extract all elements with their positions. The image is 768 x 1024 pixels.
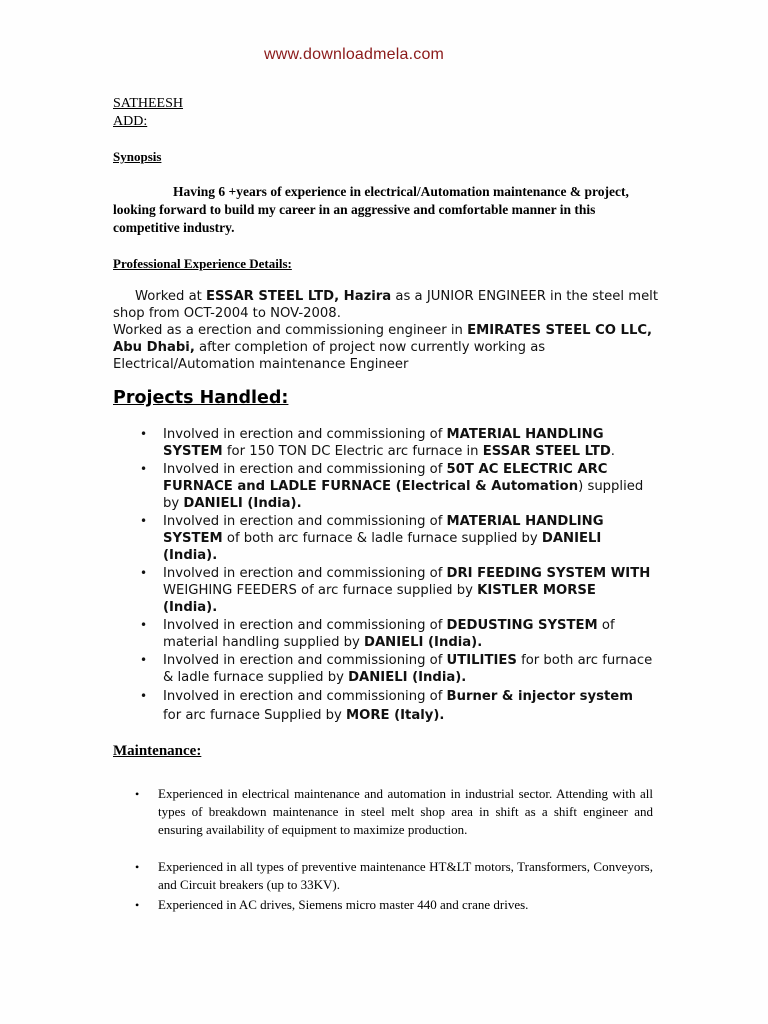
list-item xyxy=(113,426,653,460)
employer-emirates: EMIRATES STEEL CO LLC, Abu Dhabi, xyxy=(113,323,653,355)
text-bold: DANIELI (India). xyxy=(163,531,602,563)
text-run: for arc furnace Supplied by xyxy=(163,708,347,723)
professional-experience-heading: Professional Experience Details: xyxy=(113,256,292,271)
professional-experience-body xyxy=(113,288,673,373)
text-bold: DEDUSTING SYSTEM xyxy=(446,618,598,633)
text-run: as a JUNIOR ENGINEER in the steel melt shop from OCT-2004 to NOV-2008. xyxy=(113,289,659,321)
text-run: . xyxy=(610,444,615,459)
text-bold: DANIELI (India). xyxy=(348,670,467,685)
text-bold: MATERIAL HANDLING SYSTEM xyxy=(163,427,604,459)
synopsis-text: Having 6 +years of experience in electrical/Automation maintenance & project, looking forward to build my career in an aggressive and comfortable manner in this competitive industry. xyxy=(113,184,629,235)
text-run: Involved in erection and commissioning of xyxy=(163,689,447,704)
list-item xyxy=(113,896,653,914)
text-bold: DRI FEEDING SYSTEM WITH xyxy=(446,566,651,581)
list-item xyxy=(113,617,653,651)
text-bold: DANIELI (India). xyxy=(364,635,483,650)
list-item xyxy=(113,461,653,512)
employer-essar: ESSAR STEEL LTD, Hazira xyxy=(206,289,392,304)
bullet-icon: • xyxy=(135,860,140,874)
text-run: Involved in erection and commissioning of xyxy=(163,618,447,633)
text-run: Involved in erection and commissioning of xyxy=(163,514,447,529)
list-item xyxy=(113,785,653,839)
text-bold: UTILITIES xyxy=(446,653,517,668)
list-item xyxy=(113,513,653,564)
experience-paragraph-2 xyxy=(113,322,673,373)
list-item xyxy=(113,858,653,894)
bullet-icon: • xyxy=(140,566,148,580)
text-run: Worked at xyxy=(135,289,207,304)
text-run: Involved in erection and commissioning of xyxy=(163,427,447,442)
text-bold: ESSAR STEEL LTD xyxy=(482,444,611,459)
experience-paragraph-1 xyxy=(113,288,673,322)
text-bold: 50T AC ELECTRIC ARC FURNACE and LADLE FURNACE (Electrical & Automation xyxy=(163,462,608,494)
text-run: of both arc furnace & ladle furnace supplied by xyxy=(222,531,542,546)
address-label: ADD: xyxy=(113,114,148,129)
text-bold: Burner & injector system xyxy=(446,689,633,704)
text-run: for 150 TON DC Electric arc furnace in xyxy=(222,444,483,459)
text-run: for both arc furnace & ladle furnace supplied by xyxy=(163,653,653,685)
bullet-icon: • xyxy=(135,787,140,801)
text-bold: MORE (Italy). xyxy=(346,708,445,723)
synopsis-body xyxy=(113,183,643,237)
bullet-icon: • xyxy=(140,514,148,528)
text-run: Experienced in electrical maintenance and automation in industrial sector. Attending with all types of breakdown maintenance in steel melt shop area in shift as a shift engineer and ensuring availability of equipment to maximize production. xyxy=(158,786,653,837)
text-bold: DANIELI (India). xyxy=(183,496,302,511)
bullet-icon: • xyxy=(135,898,140,912)
text-run: ) supplied by xyxy=(163,479,644,511)
list-item xyxy=(113,687,653,725)
candidate-name: SATHEESH xyxy=(113,96,184,111)
list-item xyxy=(113,652,653,686)
text-run: Experienced in AC drives, Siemens micro master 440 and crane drives. xyxy=(158,897,529,912)
watermark-url: www.downloadmela.com xyxy=(264,46,445,63)
bullet-icon: • xyxy=(140,618,148,632)
bullet-icon: • xyxy=(140,653,148,667)
text-run: Experienced in all types of preventive maintenance HT&LT motors, Transformers, Conveyors, and Circuit breakers (up to 33KV). xyxy=(158,859,653,892)
bullet-icon: • xyxy=(140,462,148,476)
text-bold: KISTLER MORSE (India). xyxy=(163,583,596,615)
text-run: of material handling supplied by xyxy=(163,618,615,650)
projects-list xyxy=(113,426,653,726)
text-run: after completion of project now currently working as Electrical/Automation maintenance Engineer xyxy=(113,340,546,372)
bullet-icon: • xyxy=(140,427,148,441)
list-item xyxy=(113,565,653,616)
text-run: Involved in erection and commissioning of xyxy=(163,462,447,477)
text-bold: MATERIAL HANDLING SYSTEM xyxy=(163,514,604,546)
name-block xyxy=(113,95,183,131)
text-run: Involved in erection and commissioning of xyxy=(163,653,447,668)
text-run: Worked as a erection and commissioning engineer in xyxy=(113,323,468,338)
projects-heading: Projects Handled: xyxy=(113,388,289,408)
bullet-icon: • xyxy=(140,689,148,703)
synopsis-heading: Synopsis xyxy=(113,149,162,164)
maintenance-list xyxy=(113,785,653,914)
text-run: WEIGHING FEEDERS of arc furnace supplied by xyxy=(163,583,478,598)
maintenance-heading: Maintenance: xyxy=(113,743,202,759)
text-run: Involved in erection and commissioning of xyxy=(163,566,447,581)
